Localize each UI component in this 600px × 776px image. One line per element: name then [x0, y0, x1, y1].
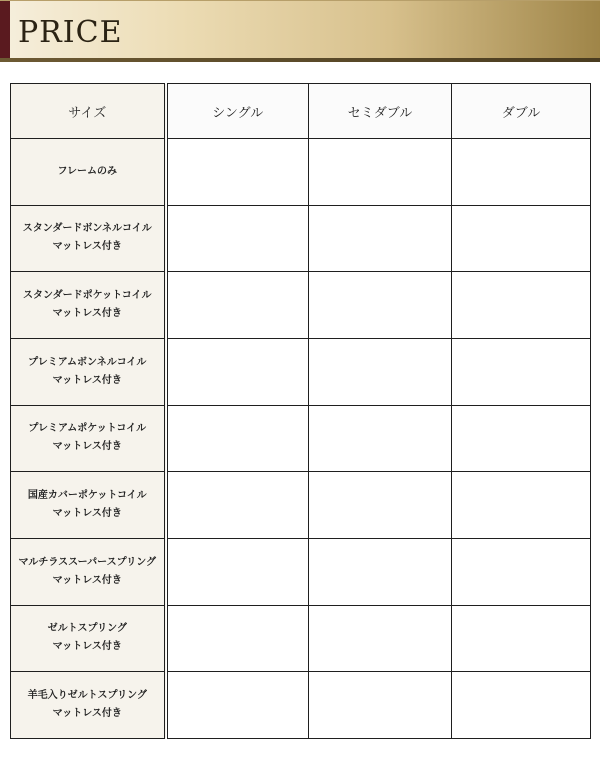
table-row: [11, 672, 591, 739]
table-row: [11, 338, 591, 405]
price-cell-double: [452, 338, 591, 405]
header-accent-bar: [0, 1, 10, 59]
row-label-line2: マットレス付き: [52, 641, 122, 653]
price-cell-semi-double: [309, 405, 452, 472]
price-cell-single: [166, 472, 309, 539]
table-row: [11, 272, 591, 339]
price-cell-single: [166, 272, 309, 339]
price-cell-single: [166, 205, 309, 272]
row-label: [11, 538, 166, 605]
price-cell-double: [452, 538, 591, 605]
price-cell-semi-double: [309, 338, 452, 405]
price-cell-semi-double: [309, 139, 452, 206]
price-cell-semi-double: [309, 272, 452, 339]
price-cell-double: [452, 139, 591, 206]
table-header-row: [11, 84, 591, 139]
row-label-line1: ゼルトスプリング: [47, 623, 127, 635]
row-label-line2: マットレス付き: [52, 508, 122, 520]
price-cell-semi-double: [309, 605, 452, 672]
table-row: [11, 605, 591, 672]
row-label-line1: 羊毛入りゼルトスプリング: [27, 690, 147, 702]
price-header-banner: [0, 0, 600, 62]
price-cell-double: [452, 205, 591, 272]
row-label: [11, 205, 166, 272]
page-title: PRICE: [18, 15, 123, 50]
row-label: [11, 672, 166, 739]
table-row: [11, 472, 591, 539]
price-cell-semi-double: [309, 205, 452, 272]
price-cell-semi-double: [309, 538, 452, 605]
row-label-line2: マットレス付き: [52, 574, 122, 586]
row-label-line2: マットレス付き: [52, 308, 122, 320]
row-label-line1: スタンダードポケットコイル: [23, 290, 152, 302]
table-row: [11, 205, 591, 272]
row-label-line2: マットレス付き: [52, 441, 122, 453]
table-row: [11, 139, 591, 206]
price-cell-double: [452, 405, 591, 472]
price-cell-double: [452, 605, 591, 672]
row-label-line1: スタンダードボンネルコイル: [22, 223, 152, 235]
price-cell-single: [166, 405, 309, 472]
price-cell-double: [452, 672, 591, 739]
table-row: [11, 405, 591, 472]
price-cell-single: [166, 672, 309, 739]
row-label: [11, 272, 166, 339]
row-label: [11, 405, 166, 472]
row-label-line2: マットレス付き: [52, 241, 122, 253]
row-label-line1: プレミアムボンネルコイル: [28, 356, 147, 368]
price-cell-single: [166, 139, 309, 206]
price-table: [10, 83, 591, 739]
column-header-double: ダブル: [452, 84, 591, 139]
header-divider: [0, 58, 600, 62]
row-label: [11, 139, 166, 206]
price-cell-single: [166, 338, 309, 405]
row-label-line2: マットレス付き: [52, 708, 122, 720]
row-label: [11, 338, 166, 405]
column-header-semi-double: セミダブル: [309, 84, 452, 139]
column-header-size: サイズ: [11, 84, 166, 139]
row-label-line1: マルチラススーパースプリング: [18, 556, 157, 568]
price-cell-semi-double: [309, 672, 452, 739]
price-cell-semi-double: [309, 472, 452, 539]
row-label-line2: マットレス付き: [52, 374, 122, 386]
price-cell-double: [452, 472, 591, 539]
price-cell-single: [166, 605, 309, 672]
price-cell-single: [166, 538, 309, 605]
row-label: [11, 605, 166, 672]
row-label-line1: 国産カバーポケットコイル: [27, 490, 147, 502]
row-label: [11, 472, 166, 539]
row-label-line1: フレームのみ: [57, 165, 118, 177]
table-row: [11, 538, 591, 605]
column-header-single: シングル: [166, 84, 309, 139]
row-label-line1: プレミアムポケットコイル: [28, 423, 147, 435]
price-cell-double: [452, 272, 591, 339]
